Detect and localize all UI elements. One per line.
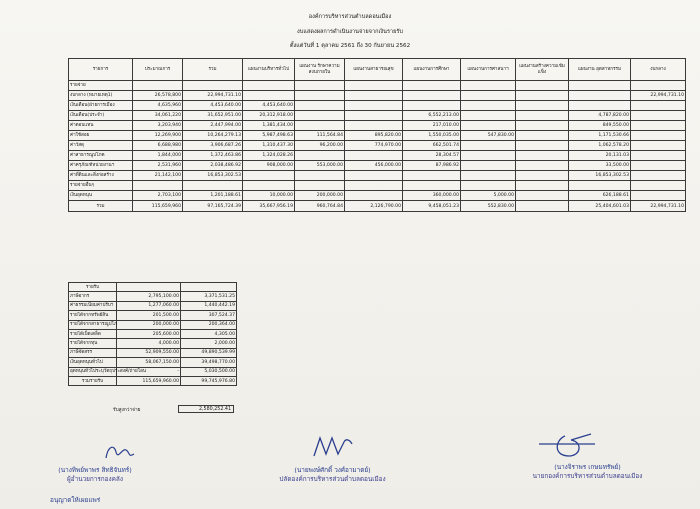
table-cell: 1,324,028.26 (243, 151, 295, 161)
table-cell: 26,578,800 (133, 91, 183, 101)
table-row (69, 111, 686, 121)
table-cell: 200,000.00 (295, 191, 345, 201)
table-cell: 39,498,770.00 (181, 358, 237, 367)
table-cell (631, 121, 686, 131)
table-cell: 217,010.00 (403, 121, 461, 131)
table-cell: 22,994,731.10 (183, 91, 243, 101)
table-cell: 1,062,578.20 (569, 141, 631, 151)
table-cell: 200,364.00 (181, 320, 237, 329)
total-row (69, 201, 686, 212)
table-cell: 200,000.00 (117, 320, 181, 329)
total-cell (516, 201, 569, 212)
table-cell: 5,030,500.00 (181, 367, 237, 376)
table-row (69, 181, 686, 191)
table-cell: 58,067,150.00 (117, 358, 181, 367)
table-cell (345, 191, 403, 201)
table-cell: 16,853,302.53 (569, 171, 631, 181)
table-cell (461, 181, 516, 191)
table-header-row (69, 59, 686, 81)
balance-value: 2,580,252.41 (178, 405, 234, 413)
row-label: เงินเดือน(ฝ่ายการเมือง (69, 101, 133, 111)
income-table (68, 282, 237, 386)
table-cell (345, 91, 403, 101)
table-cell: 3,906,687.26 (183, 141, 243, 151)
table-cell: 4,453,640.00 (183, 101, 243, 111)
column-header: แผนงานการศาสนาฯ (461, 59, 516, 81)
income-row (69, 329, 237, 338)
table-cell (631, 101, 686, 111)
column-header: แผนงาน รักษาความสงบภายใน (295, 59, 345, 81)
table-cell (516, 91, 569, 101)
table-cell: 626,188.61 (569, 191, 631, 201)
table-cell: 6,552,213.00 (403, 111, 461, 121)
org-name: องค์การบริหารส่วนตำบลดอนเมือง (308, 14, 392, 20)
table-row (69, 161, 686, 171)
signatory-role: ผู้อำนวยการกองคลัง (67, 475, 123, 483)
table-cell (516, 181, 569, 191)
table-cell (403, 91, 461, 101)
table-cell (631, 161, 686, 171)
row-label: ค่าใช้สอย (69, 131, 133, 141)
total-cell: 99,745,976.80 (181, 376, 237, 385)
table-cell (516, 121, 569, 131)
row-label: ค่าที่ดินและสิ่งก่อสร้าง (69, 171, 133, 181)
table-cell (631, 191, 686, 201)
income-row (69, 339, 237, 348)
total-cell: 35,667,956.19 (243, 201, 295, 212)
table-cell: 12,269,900 (133, 131, 183, 141)
table-cell (516, 191, 569, 201)
row-label: รายได้จากทุน (69, 339, 117, 348)
column-header: แผนงานสาธารณสุข (345, 59, 403, 81)
table-cell (631, 131, 686, 141)
signatory-name: (นางจิราพร เกษมทรัพย์) (554, 463, 621, 471)
table-cell (516, 101, 569, 111)
row-label: รายจ่ายอื่นๆ (69, 181, 133, 191)
table-cell (403, 171, 461, 181)
table-cell: 547,830.00 (461, 131, 516, 141)
table-cell: 96,200.00 (295, 141, 345, 151)
signatory-role: ปลัดองค์การบริหารส่วนตำบลดอนเมือง (279, 475, 386, 483)
table-cell: 6,688,980 (133, 141, 183, 151)
row-label: ภาษีจัดสรร (69, 348, 117, 357)
table-cell: 1,440,442.19 (181, 301, 237, 310)
column-header: แผนงานบริหารทั่วไป (243, 59, 295, 81)
table-cell: - (117, 367, 181, 376)
table-row (69, 151, 686, 161)
table-cell (631, 151, 686, 161)
table-cell: 908,000.00 (243, 161, 295, 171)
table-cell: 1,171,530.66 (569, 131, 631, 141)
income-row (69, 348, 237, 357)
table-cell (461, 91, 516, 101)
income-row (69, 292, 237, 301)
table-cell (631, 171, 686, 181)
row-label: ค่าธรรมเนียมค่าปรับฯ (69, 301, 117, 310)
column-header: งบกลาง (631, 59, 686, 81)
table-cell (243, 91, 295, 101)
table-cell: 1,310,437.30 (243, 141, 295, 151)
table-cell: 1,372,463.86 (183, 151, 243, 161)
table-cell: 849,550.00 (569, 121, 631, 131)
table-cell (516, 161, 569, 171)
table-cell (461, 151, 516, 161)
table-cell: 2,447,994.00 (183, 121, 243, 131)
table-cell: 34,061,220 (133, 111, 183, 121)
income-row (69, 367, 237, 376)
table-row (69, 101, 686, 111)
expense-table (68, 58, 686, 212)
total-cell: 115,659,960 (133, 201, 183, 212)
column-header: แผนงาน อุตสาหกรรม (569, 59, 631, 81)
table-cell: 49,890,539.99 (181, 348, 237, 357)
table-cell: 205,600.00 (117, 329, 181, 338)
income-total-row (69, 376, 237, 385)
income-row (69, 320, 237, 329)
table-cell: 360,000.00 (403, 191, 461, 201)
signatory-name: (นายพงษ์ศักดิ์ วงศ์อามาตย์) (294, 466, 371, 474)
table-cell: 111,564.84 (295, 131, 345, 141)
table-cell: 774,970.00 (345, 141, 403, 151)
table-cell: 5,000.00 (461, 191, 516, 201)
row-label: ค่าตอบแทน (69, 121, 133, 131)
table-cell (631, 141, 686, 151)
table-cell (461, 111, 516, 121)
row-label: รายได้จากสาธารณูปโภ (69, 320, 117, 329)
table-cell (295, 121, 345, 131)
row-label: เงินเดือน(ประจำ) (69, 111, 133, 121)
table-cell: 20,131.03 (569, 151, 631, 161)
table-row (69, 91, 686, 101)
table-cell: 307,524.37 (181, 311, 237, 320)
table-cell (461, 171, 516, 181)
table-cell (631, 111, 686, 121)
column-header: แผนงานการศึกษา (403, 59, 461, 81)
balance-label: รับสูงกว่าจ่าย (113, 408, 141, 413)
row-label: รายได้เบ็ดเตล็ด (69, 329, 117, 338)
table-cell: 3,371,531.25 (181, 292, 237, 301)
signature-block (40, 466, 150, 484)
table-cell (516, 151, 569, 161)
table-cell (569, 181, 631, 191)
signature-scrawl-3 (535, 430, 605, 462)
table-cell: 1,550,035.00 (403, 131, 461, 141)
table-cell (516, 131, 569, 141)
statement-title: งบแสดงผลการดำเนินงานจ่ายจากเงินรายรับ (297, 29, 403, 35)
table-cell: 22,994,731.10 (631, 91, 686, 101)
income-row (69, 311, 237, 320)
table-cell: 2,703,100 (133, 191, 183, 201)
table-cell (631, 181, 686, 191)
table-cell: 201,500.00 (117, 311, 181, 320)
table-cell (243, 181, 295, 191)
table-cell (295, 171, 345, 181)
table-cell (516, 111, 569, 121)
row-label: ภาษีอากร (69, 292, 117, 301)
table-cell (516, 171, 569, 181)
table-cell (183, 181, 243, 191)
section-row-income (69, 283, 237, 292)
table-cell (345, 151, 403, 161)
table-cell: 31,652,951.00 (183, 111, 243, 121)
table-cell: 33,500.00 (569, 161, 631, 171)
table-cell (461, 101, 516, 111)
table-cell: 553,000.00 (295, 161, 345, 171)
table-cell: 2,531,960 (133, 161, 183, 171)
table-cell (295, 91, 345, 101)
table-cell: 4,787,820.00 (569, 111, 631, 121)
signatory-name: (นางทิพย์พาพร สิทธิจันทร์) (58, 466, 132, 474)
table-cell: 895,820.00 (345, 131, 403, 141)
table-cell (569, 101, 631, 111)
table-cell: 10,000.00 (243, 191, 295, 201)
table-cell (133, 181, 183, 191)
signature-block (245, 466, 420, 484)
section-label: รายรับ (69, 283, 117, 292)
table-cell: 4,635,960 (133, 101, 183, 111)
total-cell: 115,659,960.00 (117, 376, 181, 385)
table-cell (403, 181, 461, 191)
table-cell (345, 101, 403, 111)
signature-scrawl-2 (310, 432, 355, 462)
table-cell: 2,038,486.92 (183, 161, 243, 171)
table-cell: 52,909,550.00 (117, 348, 181, 357)
income-row (69, 358, 237, 367)
table-cell (295, 101, 345, 111)
row-label: รายได้จากทรัพย์สิน (69, 311, 117, 320)
table-cell (295, 111, 345, 121)
table-cell (345, 181, 403, 191)
table-cell: 16,853,302.53 (183, 171, 243, 181)
table-row (69, 141, 686, 151)
total-cell: 25,404,601.03 (569, 201, 631, 212)
table-row (69, 131, 686, 141)
row-label: ค่าวัสดุ (69, 141, 133, 151)
table-cell (295, 151, 345, 161)
column-header: รวม (183, 59, 243, 81)
row-label: ค่าครุภัณฑ์หน่วยงานฯ (69, 161, 133, 171)
table-row (69, 171, 686, 181)
signatory-role: นายกองค์การบริหารส่วนตำบลดอนเมือง (532, 472, 643, 480)
column-header: ประมาณการ (133, 59, 183, 81)
table-cell (295, 181, 345, 191)
signature-scrawl-1 (100, 440, 140, 466)
table-cell: 4,305.00 (181, 329, 237, 338)
table-cell: 662,501.74 (403, 141, 461, 151)
total-label: รวมรายรับ (69, 376, 117, 385)
income-row (69, 301, 237, 310)
total-label: รวม (69, 201, 133, 212)
table-cell: 1,381,434.00 (243, 121, 295, 131)
table-cell (461, 141, 516, 151)
table-cell: 3,203,940 (133, 121, 183, 131)
table-cell (461, 121, 516, 131)
table-cell (345, 121, 403, 131)
table-cell: 10,264,279.13 (183, 131, 243, 141)
table-cell: 21,142,100 (133, 171, 183, 181)
table-cell (403, 101, 461, 111)
total-cell: 552,830.00 (461, 201, 516, 212)
table-cell: 4,453,640.00 (243, 101, 295, 111)
total-cell: 97,165,724.39 (183, 201, 243, 212)
total-cell: 2,126,790.00 (345, 201, 403, 212)
table-cell (243, 171, 295, 181)
table-cell: 1,277,060.00 (117, 301, 181, 310)
signature-block (495, 463, 680, 481)
row-label: อุดหนุนทั่วไประบุวัตถุประสงค์/ถ่ายโอน (69, 367, 117, 376)
table-cell: 456,000.00 (345, 161, 403, 171)
column-header: รายการ (69, 59, 133, 81)
section-row-expense (69, 81, 686, 91)
table-cell (569, 91, 631, 101)
table-cell: 5,987,498.63 (243, 131, 295, 141)
table-cell (345, 111, 403, 121)
table-cell (461, 161, 516, 171)
column-header: แผนงานสร้างความเข้มแข็ง (516, 59, 569, 81)
section-label: รายจ่าย (69, 81, 133, 91)
table-cell (345, 171, 403, 181)
table-row (69, 191, 686, 201)
table-cell: 1,201,188.61 (183, 191, 243, 201)
table-cell (181, 283, 237, 292)
table-cell: 4,000.00 (117, 339, 181, 348)
table-cell: 1,844,000 (133, 151, 183, 161)
row-label: งบกลาง (หมายเหตุ1) (69, 91, 133, 101)
table-cell: 2,000.00 (181, 339, 237, 348)
row-label: ค่าสาธารณูปโภค (69, 151, 133, 161)
footer-note: อนุญาตให้เผยแพร่ (50, 496, 101, 504)
total-cell: 960,764.84 (295, 201, 345, 212)
table-cell (516, 141, 569, 151)
table-cell: 28,304.57 (403, 151, 461, 161)
row-label: เงินอุดหนุนทั่วไป (69, 358, 117, 367)
total-cell: 22,994,731.10 (631, 201, 686, 212)
table-cell: 2,795,100.00 (117, 292, 181, 301)
table-cell: 87,986.92 (403, 161, 461, 171)
statement-period: ตั้งแต่วันที่ 1 ตุลาคม 2561 ถึง 30 กันยายน 2562 (289, 43, 411, 49)
table-cell: 20,312,918.00 (243, 111, 295, 121)
table-row (69, 121, 686, 131)
total-cell: 9,458,051.23 (403, 201, 461, 212)
row-label: เงินอุดหนุน (69, 191, 133, 201)
